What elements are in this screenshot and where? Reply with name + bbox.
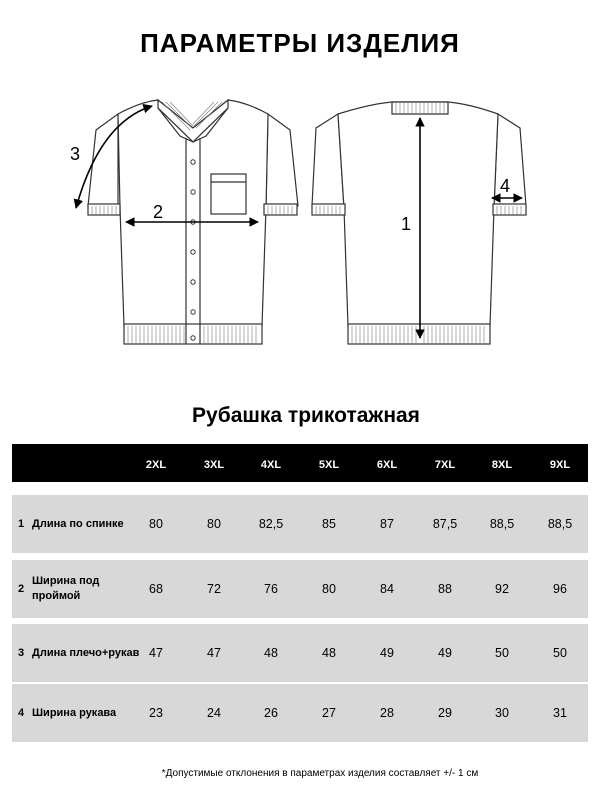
table-row <box>12 684 588 742</box>
table-cell: 23 <box>149 706 163 720</box>
row-label: Длина плечо+рукав <box>32 646 140 659</box>
size-header: 8XL <box>491 459 513 471</box>
size-table <box>12 444 588 720</box>
table-cell: 68 <box>149 582 163 596</box>
size-header: 5XL <box>318 459 340 471</box>
table-cell: 92 <box>495 582 509 596</box>
table-cell: 27 <box>322 706 336 720</box>
table-cell: 47 <box>149 646 163 660</box>
size-header: 9XL <box>549 459 571 471</box>
shirt-back <box>312 102 526 344</box>
table-cell: 50 <box>495 646 509 660</box>
table-row <box>12 560 588 618</box>
table-cell: 30 <box>495 706 509 720</box>
table-cell: 48 <box>264 646 278 660</box>
product-subtitle: Рубашка трикотажная <box>192 404 420 427</box>
table-cell: 96 <box>553 582 567 596</box>
table-cell: 87,5 <box>432 517 458 531</box>
row-number: 1 <box>18 518 25 530</box>
table-row <box>12 624 588 682</box>
table-cell: 24 <box>207 706 221 720</box>
table-cell: 80 <box>322 582 336 596</box>
tolerance-footnote: *Допустимые отклонения в параметрах изделия составляет +/- 1 см <box>161 768 479 779</box>
size-header: 7XL <box>434 459 456 471</box>
table-cell: 48 <box>322 646 336 660</box>
table-cell: 88,5 <box>489 517 515 531</box>
table-cell: 31 <box>553 706 567 720</box>
table-cell: 82,5 <box>258 517 284 531</box>
table-header <box>12 444 588 482</box>
table-cell: 26 <box>264 706 278 720</box>
table-cell: 76 <box>264 582 278 596</box>
marker-4: 4 <box>500 176 511 196</box>
marker-2: 2 <box>153 202 164 222</box>
table-cell: 80 <box>149 517 163 531</box>
row-label: Длина по спинке <box>32 517 124 530</box>
table-cell: 28 <box>380 706 394 720</box>
table-cell: 84 <box>380 582 394 596</box>
table-cell: 85 <box>322 517 336 531</box>
size-header: 3XL <box>203 459 225 471</box>
garment-diagram <box>0 88 600 368</box>
page-title: ПАРАМЕТРЫ ИЗДЕЛИЯ <box>140 28 460 58</box>
row-label: Ширина рукава <box>32 706 117 719</box>
marker-3: 3 <box>70 144 81 164</box>
size-header: 4XL <box>260 459 282 471</box>
row-label: Ширина под проймой <box>32 575 100 602</box>
table-cell: 29 <box>438 706 452 720</box>
table-cell: 49 <box>380 646 394 660</box>
table-cell: 47 <box>207 646 221 660</box>
size-header: 6XL <box>376 459 398 471</box>
table-cell: 88 <box>438 582 452 596</box>
table-cell: 80 <box>207 517 221 531</box>
table-cell: 88,5 <box>547 517 573 531</box>
marker-1: 1 <box>401 214 412 234</box>
table-cell: 50 <box>553 646 567 660</box>
size-header: 2XL <box>145 459 167 471</box>
row-number: 2 <box>18 583 25 595</box>
row-number: 4 <box>18 707 25 719</box>
row-number: 3 <box>18 647 25 659</box>
table-cell: 49 <box>438 646 452 660</box>
table-cell: 87 <box>380 517 394 531</box>
table-row <box>12 495 588 553</box>
table-cell: 72 <box>207 582 221 596</box>
